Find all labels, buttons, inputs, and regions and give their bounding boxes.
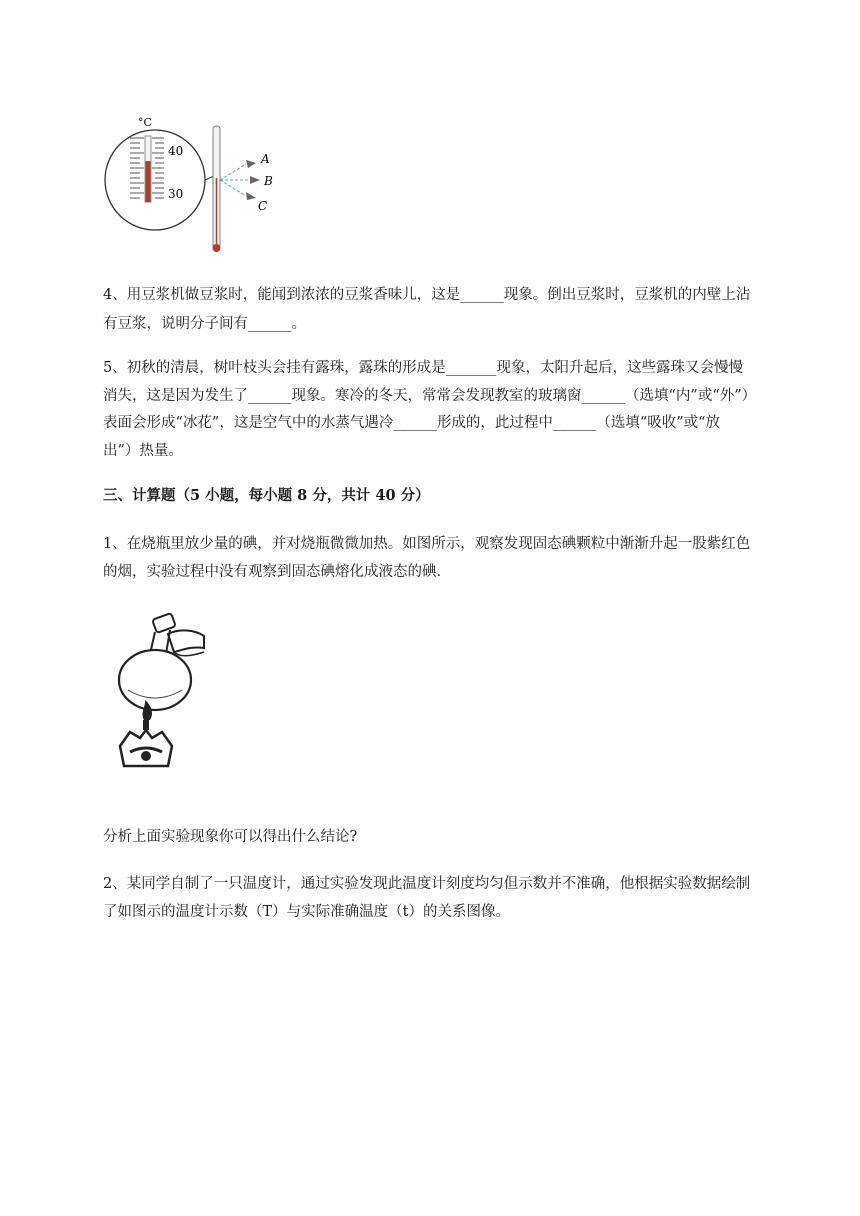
calc-question-1-prompt: 分析上面实验现象你可以得出什么结论?: [103, 829, 358, 845]
question-4-line-2: 有豆浆，说明分子间有______。: [103, 316, 306, 332]
calc-question-2-line-2: 了如图示的温度计示数（T）与实际准确温度（t）的关系图像。: [103, 904, 510, 920]
hand-icon: [168, 630, 204, 652]
question-5-line-3: 表面会形成“冰花”，这是空气中的水蒸气遇冷______形成的，此过程中______（选填“吸收”或“放: [103, 415, 721, 431]
question-4-line-1: 4、用豆浆机做豆浆时，能闻到浓浓的豆浆香味儿，这是______现象。倒出豆浆时，豆浆机的内壁上沾: [103, 287, 751, 303]
view-label-c: C: [258, 199, 268, 213]
question-5-line-2: 消失，这是因为发生了______现象。寒冷的冬天，常常会发现教室的玻璃窗______（选填“内”或“外”）: [103, 388, 757, 404]
eye-icon: [246, 192, 256, 200]
thermometer-bulb: [213, 244, 221, 252]
unit-label: °C: [138, 116, 152, 129]
stopper: [152, 613, 176, 633]
mercury-column: [146, 161, 151, 202]
section-heading: 三、计算题（5 小题，每小题 8 分，共计 40 分）: [103, 487, 430, 504]
view-label-b: B: [264, 174, 273, 188]
view-label-a: A: [261, 152, 270, 166]
question-5-line-4: 出”）热量。: [103, 443, 183, 459]
calc-question-1-line-1: 1、在烧瓶里放少量的碘，并对烧瓶微微加热。如图所示，观察发现固态碘颗粒中渐渐升起一股紫红色: [103, 536, 751, 552]
calc-question-2-line-1: 2、某同学自制了一只温度计，通过实验发现此温度计刻度均匀但示数并不准确，他根据实验数据绘制: [103, 876, 751, 892]
tick-label-40: 40: [168, 144, 184, 158]
eye-icon: [246, 160, 256, 168]
flask-heating-figure: [100, 606, 215, 794]
calc-question-1-line-2: 的烟，实验过程中没有观察到固态碘熔化成液态的碘.: [103, 564, 442, 580]
eye-icon: [250, 176, 260, 184]
eye-icons: [246, 160, 260, 200]
flask-bulb: [119, 650, 191, 710]
tick-label-30: 30: [168, 187, 184, 201]
question-5-line-1: 5、初秋的清晨，树叶枝头会挂有露珠，露珠的形成是_______现象，太阳升起后，这些露珠又会慢慢: [103, 360, 743, 376]
magnifier-circle: [105, 130, 205, 230]
sight-lines: [220, 164, 250, 196]
thermometer-figure: [100, 108, 290, 258]
